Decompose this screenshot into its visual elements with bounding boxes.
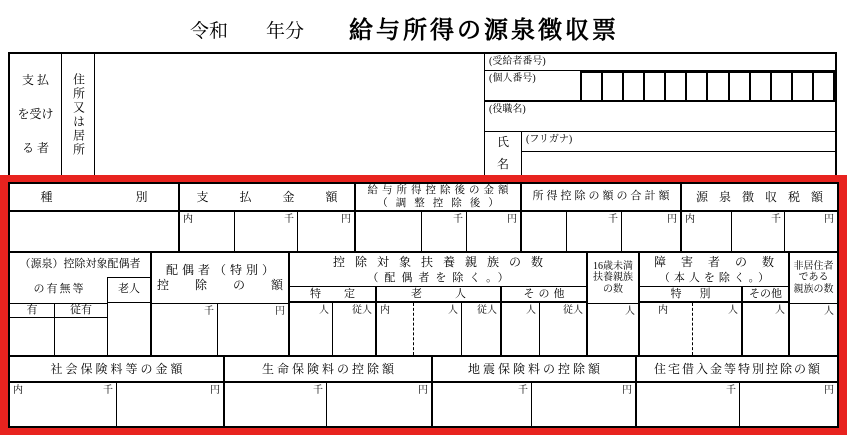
disabled-other-cell[interactable]: [743, 303, 788, 355]
personal-number-box[interactable]: [791, 71, 814, 102]
header-life-insurance: 生命保険料の控除額: [225, 357, 433, 383]
spouse-elderly-input[interactable]: [107, 303, 150, 355]
header-after-deduction: 給与所得控除後の金額 （調整控除後）: [356, 184, 522, 212]
person-marker: 人: [728, 305, 738, 316]
address-input-area[interactable]: [95, 54, 485, 175]
spouse-has-input[interactable]: [10, 318, 55, 355]
life-insurance-yen-cell[interactable]: [327, 383, 433, 426]
sub-person-marker: 従人: [352, 305, 372, 316]
dependents-other-subperson-cell[interactable]: [540, 303, 586, 355]
main-table: [8, 182, 839, 428]
page-title: 給与所得の源泉徴収票: [349, 18, 619, 44]
dependents-elderly-subperson-cell[interactable]: [462, 303, 502, 355]
dependents-other-label: その他: [523, 287, 569, 300]
personal-number-box[interactable]: [728, 71, 751, 102]
spouse-deduction-title: 配偶者（特別） 控除の額: [156, 263, 309, 292]
name-input-area[interactable]: [522, 152, 835, 175]
total-deduction-thousand-cell[interactable]: [567, 212, 622, 253]
header-social-insurance: 社会保険料等の金額: [10, 357, 225, 383]
title-era: 令和: [190, 21, 229, 42]
personal-number-box[interactable]: [580, 71, 603, 102]
header-housing-loan: 住宅借入金等特別控除の額: [637, 357, 837, 383]
spouse-presence-title-1: （源泉）控除対象配偶者: [19, 258, 141, 271]
thousand-marker: 千: [313, 385, 323, 396]
under16-title: 16歳未満 扶養親族 の数: [593, 260, 633, 295]
person-marker: 人: [448, 305, 458, 316]
personal-number-box[interactable]: [706, 71, 729, 102]
payee-label: 支 払 を受け る 者: [10, 54, 62, 175]
type-input[interactable]: [10, 212, 180, 253]
spouse-deduction-thousand-cell[interactable]: [152, 303, 218, 355]
dependents-title-2: （配偶者を除く。）: [367, 271, 515, 284]
sub-person-marker: 従人: [477, 305, 497, 316]
section-disabled: [640, 253, 790, 357]
disabled-other-label: その他: [749, 287, 782, 300]
section-spouse-presence: [10, 253, 152, 357]
earthquake-insurance-thousand-cell[interactable]: [433, 383, 532, 426]
furigana-label: (フリガナ): [526, 134, 573, 145]
thousand-marker: 千: [726, 385, 736, 396]
personal-number-box[interactable]: [643, 71, 666, 102]
after-deduction-cell[interactable]: [356, 212, 422, 253]
yen-marker: 円: [341, 214, 351, 225]
section-spouse-deduction: [152, 253, 309, 357]
personal-number-label: (個人番号): [489, 73, 536, 84]
spouse-has-label: 有: [10, 303, 55, 318]
housing-loan-thousand-cell[interactable]: [637, 383, 740, 426]
yen-marker: 円: [507, 214, 517, 225]
payment-inner-cell[interactable]: [180, 212, 235, 253]
personal-number-box[interactable]: [664, 71, 687, 102]
thousand-marker: 千: [204, 306, 214, 317]
personal-number-boxes: [580, 71, 835, 102]
inner-marker: 内: [658, 305, 668, 316]
yen-marker: 円: [275, 306, 285, 317]
withholding-inner-cell[interactable]: [682, 212, 732, 253]
yen-marker: 円: [824, 385, 834, 396]
role-label: (役職名): [489, 104, 526, 115]
yen-marker: 円: [418, 385, 428, 396]
after-deduction-thousand-cell[interactable]: [422, 212, 467, 253]
sub-person-marker: 従人: [563, 305, 583, 316]
housing-loan-yen-cell[interactable]: [740, 383, 837, 426]
social-insurance-thousand-cell[interactable]: [10, 383, 117, 426]
dependents-specified-subperson-cell[interactable]: [333, 303, 377, 355]
person-marker: 人: [824, 306, 834, 317]
highlight-frame: [0, 175, 847, 435]
top-form: [8, 52, 837, 178]
disabled-title-2: （本人を除く。）: [658, 271, 774, 284]
personal-number-box[interactable]: [812, 71, 835, 102]
personal-number-box[interactable]: [749, 71, 772, 102]
role-row[interactable]: [485, 102, 835, 132]
spouse-presence-title-2: の有無等: [33, 283, 86, 296]
yen-marker: 円: [824, 214, 834, 225]
disabled-title-1: 障害者の数: [653, 254, 789, 269]
spouse-elderly-label: 老人: [107, 277, 150, 303]
total-deduction-cell[interactable]: [522, 212, 567, 253]
title-year-suffix: 年分: [266, 21, 305, 42]
furigana-row[interactable]: [522, 132, 835, 152]
spouse-deduction-yen-cell[interactable]: [218, 303, 288, 355]
thousand-marker: 千: [453, 214, 463, 225]
withholding-yen-cell[interactable]: [785, 212, 837, 253]
total-deduction-yen-cell[interactable]: [622, 212, 682, 253]
dashed-divider: [692, 303, 693, 355]
yen-marker: 円: [667, 214, 677, 225]
dashed-divider: [413, 303, 414, 355]
social-insurance-yen-cell[interactable]: [117, 383, 225, 426]
payment-thousand-cell[interactable]: [235, 212, 298, 253]
header-total-deduction: 所得控除の額の合計額: [522, 184, 682, 212]
recipient-number-label: (受給者番号): [489, 56, 546, 67]
yen-marker: 円: [210, 385, 220, 396]
thousand-marker: 千: [103, 385, 113, 396]
thousand-marker: 千: [771, 214, 781, 225]
spouse-subhas-label: 従有: [55, 303, 107, 318]
name-label: 氏 名: [485, 132, 522, 175]
person-marker: 人: [625, 306, 635, 317]
section-dependents: [290, 253, 588, 357]
dependents-specified-label: 特定: [290, 287, 377, 302]
personal-number-box[interactable]: [685, 71, 708, 102]
inner-marker: 内: [685, 214, 695, 225]
person-marker: 人: [775, 305, 785, 316]
dependents-elderly-person-cell[interactable]: [377, 303, 462, 355]
payment-yen-cell[interactable]: [298, 212, 356, 253]
address-label: 住所又は居所: [62, 54, 95, 175]
personal-number-box[interactable]: [601, 71, 624, 102]
under16-person-cell[interactable]: [588, 303, 638, 355]
section-under16: [588, 253, 640, 357]
inner-marker: 内: [183, 214, 193, 225]
thousand-marker: 千: [518, 385, 528, 396]
inner-marker: 内: [13, 385, 23, 396]
dependents-other-person-cell[interactable]: [502, 303, 540, 355]
dependents-specified-person-cell[interactable]: [290, 303, 333, 355]
person-marker: 人: [526, 305, 536, 316]
personal-number-box[interactable]: [622, 71, 645, 102]
thousand-marker: 千: [284, 214, 294, 225]
disabled-subheader-row: [640, 286, 788, 303]
dependents-title-1: 控除対象扶養親族の数: [332, 254, 553, 269]
non-resident-title: 非居住者 である 親族の数: [793, 260, 834, 295]
thousand-marker: 千: [608, 214, 618, 225]
dependents-elderly-label: 老人: [377, 287, 502, 302]
header-withholding-tax: 源泉徴収税額: [682, 184, 837, 212]
life-insurance-thousand-cell[interactable]: [225, 383, 327, 426]
dependents-subheader-row: [290, 286, 586, 303]
header-type: 種別: [10, 184, 180, 212]
withholding-thousand-cell[interactable]: [732, 212, 785, 253]
earthquake-insurance-yen-cell[interactable]: [532, 383, 637, 426]
spouse-subhas-input[interactable]: [55, 318, 107, 355]
header-payment-amount: 支払金額: [180, 184, 356, 212]
yen-marker: 円: [622, 385, 632, 396]
after-deduction-yen-cell[interactable]: [467, 212, 522, 253]
non-resident-person-cell[interactable]: [790, 303, 837, 355]
disabled-special-label: 特別: [640, 287, 743, 302]
recipient-number-row[interactable]: [485, 54, 835, 71]
section-non-resident: [790, 253, 837, 357]
header-earthquake-insurance: 地震保険料の控除額: [433, 357, 637, 383]
personal-number-box[interactable]: [770, 71, 793, 102]
person-marker: 人: [319, 305, 329, 316]
inner-marker: 内: [380, 305, 390, 316]
